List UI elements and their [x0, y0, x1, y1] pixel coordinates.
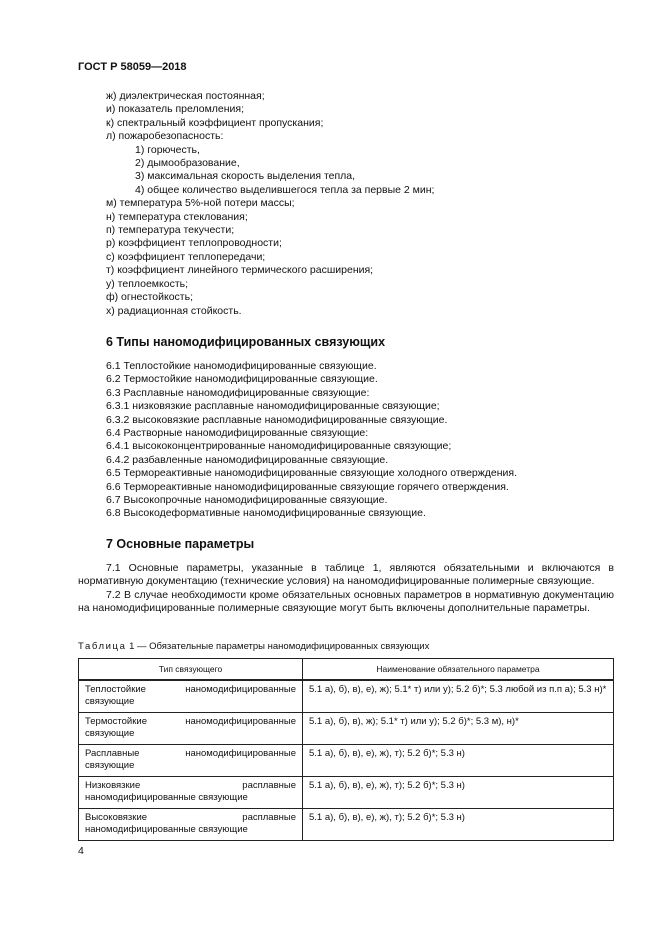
- table-cell: 5.1 а), б), в), е), ж), т); 5.2 б)*; 5.3 н): [303, 777, 614, 809]
- table-cell: Термостойкие наномодифицированные связующие: [79, 713, 303, 745]
- list-item: 6.2 Термостойкие наномодифицированные связующие.: [106, 373, 378, 386]
- list-item: х) радиационная стойкость.: [106, 304, 242, 317]
- table-cell: Низковязкие расплавные наномодифицированные связующие: [79, 777, 303, 809]
- table-caption: [78, 641, 429, 652]
- table-row: [79, 809, 614, 841]
- column-header-binder-type: Тип связующего: [79, 659, 303, 681]
- list-item: к) спектральный коэффициент пропускания;: [106, 116, 324, 129]
- list-item: 6.7 Высокопрочные наномодифицированные связующие.: [106, 494, 388, 507]
- list-item: ф) огнестойкость;: [106, 291, 194, 304]
- sub-list-item: 4) общее количество выделившегося тепла за первые 2 мин;: [135, 183, 435, 196]
- table-caption-text: 1 — Обязательные параметры наномодифицированных связующих: [129, 641, 430, 652]
- column-header-parameter: Наименование обязательного параметра: [303, 659, 614, 681]
- page-number: 4: [78, 845, 84, 857]
- section-6-list: [106, 360, 517, 521]
- list-item: т) коэффициент линейного термического расширения;: [106, 264, 374, 277]
- list-item: л) пожаробезопасность:: [106, 130, 224, 143]
- table-cell: 5.1 а), б), в), е), ж), т); 5.2 б)*; 5.3 н): [303, 809, 614, 841]
- table-row: [79, 713, 614, 745]
- list-item: 6.1 Теплостойкие наномодифицированные связующие.: [106, 360, 377, 372]
- list-item: 6.6 Термореактивные наномодифицированные связующие горячего отверждения.: [106, 480, 509, 493]
- paragraph-text: 7.2 В случае необходимости кроме обязательных основных параметров в нормативную документацию на наномодифицированные полимерные связующие могут быть включены дополнительные параметры.: [78, 589, 614, 615]
- table-caption-label: Таблица: [78, 641, 127, 652]
- list-item: 6.8 Высокодеформативные наномодифицированные связующие.: [106, 507, 426, 520]
- table-row: [79, 680, 614, 713]
- properties-list: [106, 90, 434, 318]
- table-row: [79, 777, 614, 809]
- list-item: ж) диэлектрическая постоянная;: [106, 90, 265, 102]
- list-item: и) показатель преломления;: [106, 103, 245, 116]
- list-item: 6.3.1 низковязкие расплавные наномодифицированные связующие;: [106, 400, 440, 413]
- document-header: ГОСТ Р 58059—2018: [78, 61, 187, 73]
- paragraph-7-2: [78, 589, 614, 615]
- sub-list-item: 3) максимальная скорость выделения тепла,: [135, 170, 356, 183]
- table-cell: 5.1 а), б), в), ж); 5.1* т) или у); 5.2 б)*; 5.3 м), н)*: [303, 713, 614, 745]
- paragraph-7-1: [78, 562, 614, 588]
- paragraph-text: 7.1 Основные параметры, указанные в таблице 1, являются обязательными и включаются в нормативную документацию (технические условия) на наномодифицированные полимерные связующие.: [78, 562, 614, 588]
- list-item: у) теплоемкость;: [106, 277, 189, 290]
- table-header-row: [79, 659, 614, 681]
- table-cell: 5.1 а), б), в), е), ж); 5.1* т) или у); 5.2 б)*; 5.3 любой из п.п а); 5.3 н)*: [303, 680, 614, 713]
- table-cell: Теплостойкие наномодифицированные связующие: [79, 680, 303, 713]
- section-7-title: 7 Основные параметры: [106, 537, 255, 551]
- section-6-title: 6 Типы наномодифицированных связующих: [106, 335, 386, 349]
- table-row: [79, 745, 614, 777]
- table-cell: Расплавные наномодифицированные связующие: [79, 745, 303, 777]
- list-item: р) коэффициент теплопроводности;: [106, 237, 282, 250]
- list-item: м) температура 5%-ной потери массы;: [106, 197, 295, 210]
- list-item: с) коэффициент теплопередачи;: [106, 250, 266, 263]
- list-item: 6.4 Растворные наномодифицированные связующие:: [106, 427, 369, 440]
- list-item: 6.4.1 высококонцентрированные наномодифицированные связующие;: [106, 440, 452, 453]
- table-cell: 5.1 а), б), в), е), ж), т); 5.2 б)*; 5.3 н): [303, 745, 614, 777]
- sub-list-item: 2) дымообразование,: [135, 157, 240, 170]
- list-item: п) температура текучести;: [106, 224, 235, 237]
- parameters-table: [78, 658, 614, 841]
- list-item: 6.5 Термореактивные наномодифицированные связующие холодного отверждения.: [106, 467, 518, 480]
- list-item: 6.3.2 высоковязкие расплавные наномодифицированные связующие.: [106, 413, 448, 426]
- sub-list-item: 1) горючесть,: [135, 143, 200, 156]
- list-item: 6.3 Расплавные наномодифицированные связующие:: [106, 386, 370, 399]
- list-item: н) температура стеклования;: [106, 210, 248, 223]
- table-cell: Высоковязкие расплавные наномодифицированные связующие: [79, 809, 303, 841]
- list-item: 6.4.2 разбавленные наномодифицированные связующие.: [106, 453, 389, 466]
